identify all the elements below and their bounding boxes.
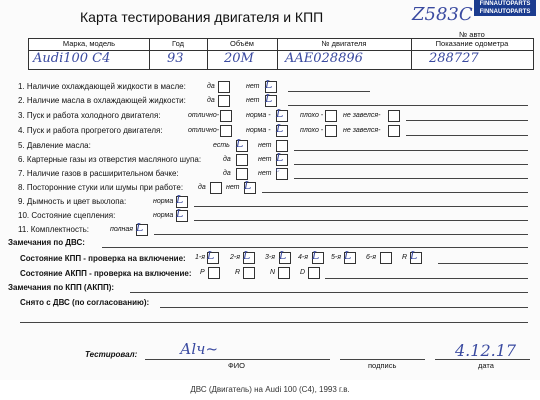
item3-note-line[interactable] [406, 120, 528, 121]
akpp-r-checkbox[interactable] [243, 267, 255, 279]
item4-ploho-checkbox[interactable] [325, 125, 337, 137]
item10-note-line[interactable] [194, 220, 528, 221]
dvs-notes-line[interactable] [102, 247, 528, 248]
checklist-item: 11. Комплектность: [18, 225, 89, 234]
item6-da-checkbox[interactable] [236, 154, 248, 166]
dvs-notes-label: Замечания по ДВС: [8, 238, 85, 247]
item4-mark: L [276, 122, 284, 135]
fio-line[interactable] [145, 359, 330, 360]
akpp-p-checkbox[interactable] [208, 267, 220, 279]
item4-nezav-checkbox[interactable] [388, 125, 400, 137]
header-table [28, 30, 534, 70]
col-odometer: Показание одометра [411, 39, 533, 51]
item10-mark: L [176, 207, 184, 220]
model-value: Audi100 С4 [33, 51, 111, 66]
item5-note-line[interactable] [294, 150, 528, 151]
item3-otl-checkbox[interactable] [220, 110, 232, 122]
item2-note-line[interactable] [288, 105, 528, 106]
item2-mark: L [265, 92, 273, 105]
item3-mark: L [276, 107, 284, 120]
checklist-item: 3. Пуск и работа холодного двигателя: [18, 111, 161, 120]
item1-note-line[interactable] [288, 91, 370, 92]
item6-note-line[interactable] [294, 164, 528, 165]
kpp-notes-line-2[interactable] [130, 292, 528, 293]
volume-value: 20М [224, 51, 254, 66]
item5-mark: L [236, 137, 244, 150]
item3-ploho-checkbox[interactable] [325, 110, 337, 122]
removed-line-2[interactable] [20, 322, 528, 323]
image-caption: ДВС (Двигатель) на Audi 100 (C4), 1993 г.в. [190, 385, 350, 394]
akpp-d-checkbox[interactable] [308, 267, 320, 279]
akpp-state-label: Состояние АКПП - проверка на включение: [20, 269, 192, 278]
year-value: 93 [167, 51, 184, 66]
checklist-item: 4. Пуск и работа прогретого двигателя: [18, 126, 163, 135]
col-volume: Объём [207, 39, 278, 51]
odometer-value: 288727 [429, 51, 479, 66]
finnautoparts-logo: FINNAUTOPARTS FINNAUTOPARTS [474, 0, 536, 16]
checklist-item: 5. Давление масла: [18, 141, 91, 150]
fio-signature: Аlч~ [180, 340, 219, 358]
item9-mark: L [176, 193, 184, 206]
fio-label: ФИО [228, 361, 245, 370]
kpp-notes-label: Замечания по КПП (АКПП): [8, 283, 115, 292]
col-year: Год [149, 39, 208, 51]
item2-da-checkbox[interactable] [218, 95, 230, 107]
date-label: дата [478, 361, 494, 370]
gear6-checkbox[interactable] [380, 252, 392, 264]
checklist-item: 1. Наличие охлаждающей жидкости в масле: [18, 82, 186, 91]
kpp-gears: 1-я L 2-я L 3-я L 4-я L 5-я L 6-я R L [195, 253, 435, 267]
item9-note-line[interactable] [194, 206, 528, 207]
tested-label: Тестировал: [85, 350, 138, 359]
test-card-sheet: FINNAUTOPARTS FINNAUTOPARTS Карта тестирования двигателя и КПП Z583C Марка, модель Год Объём № двигателя № авто Показание одометра Audi100 С4 93 20М AAE028896 288727 1. Наличие охлаждающей жидкости в масле: да нет L 2. Наличие масла в охлаждающей жидкости: да нет L 3. Пуск и работа холодного двигателя: отлично- норма - L плохо - не завелся- 4. Пуск и работа прогретого двигателя: отлично- норма - L плохо - не завелся- 5. Давление масла: есть L нет 6. Картерные газы из отверстия масляного шупа: да нет L 7. Наличие газов в расширительном бачке: да нет ᶜ 8. Посторонние стуки или шумы при работе: да нет L 9. Дымность и цвет выхлопа: норма L 10. Состояние сцепления: норма L 11. Комплектность: полная L Замечания по ДВС: Состояние КПП - проверка на включение: 1-я L 2-я L 3-я L 4-я L 5-я L 6-я R L Состояние АКПП - проверка на включение: P R N D Замечания по КПП (АКПП): Снято с ДВС (по согласованию): Тестировал: Аlч~ ФИО подпись 4.12.17 дата [0, 0, 540, 380]
item11-note-line[interactable] [154, 234, 528, 235]
item4-note-line[interactable] [406, 135, 528, 136]
item7-note-line[interactable] [294, 178, 528, 179]
removed-line[interactable] [160, 307, 528, 308]
date-value: 4.12.17 [455, 341, 517, 360]
item8-note-line[interactable] [262, 192, 528, 193]
checklist-item: 8. Посторонние стуки или шумы при работе: [18, 183, 184, 192]
item8-mark: L [244, 179, 252, 192]
kpp-notes-line[interactable] [438, 263, 528, 264]
removed-label: Снято с ДВС (по согласованию): [20, 298, 150, 307]
item11-mark: L [136, 221, 144, 234]
item1-mark: L [265, 78, 273, 91]
col-engine: № двигателя [277, 39, 412, 51]
col-model: Марка, модель [29, 39, 150, 51]
checklist-item: 9. Дымность и цвет выхлопа: [18, 197, 127, 206]
page-title: Карта тестирования двигателя и КПП [80, 9, 324, 25]
checklist-item: 2. Наличие масла в охлаждающей жидкости: [18, 96, 186, 105]
sign-label: подпись [368, 361, 397, 370]
item7-mark: ᶜ [276, 165, 280, 178]
checklist-item: 10. Состояние сцепления: [18, 211, 116, 220]
checklist-item: 7. Наличие газов в расширительном бачке: [18, 169, 179, 178]
akpp-notes-line[interactable] [325, 278, 528, 279]
item4-otl-checkbox[interactable] [220, 125, 232, 137]
item3-nezav-checkbox[interactable] [388, 110, 400, 122]
engine-value: AAE028896 [285, 51, 363, 66]
kpp-state-label: Состояние КПП - проверка на включение: [20, 254, 186, 263]
checklist-item: 6. Картерные газы из отверстия масляного шупа: [18, 155, 202, 164]
item1-da-checkbox[interactable] [218, 81, 230, 93]
col-auto-no: № авто [459, 30, 485, 39]
akpp-gears: P R N D [200, 268, 320, 282]
akpp-n-checkbox[interactable] [278, 267, 290, 279]
item6-mark: L [276, 151, 284, 164]
sign-line[interactable] [340, 359, 425, 360]
stamp-number: Z583C [412, 4, 473, 25]
item8-da-checkbox[interactable] [210, 182, 222, 194]
